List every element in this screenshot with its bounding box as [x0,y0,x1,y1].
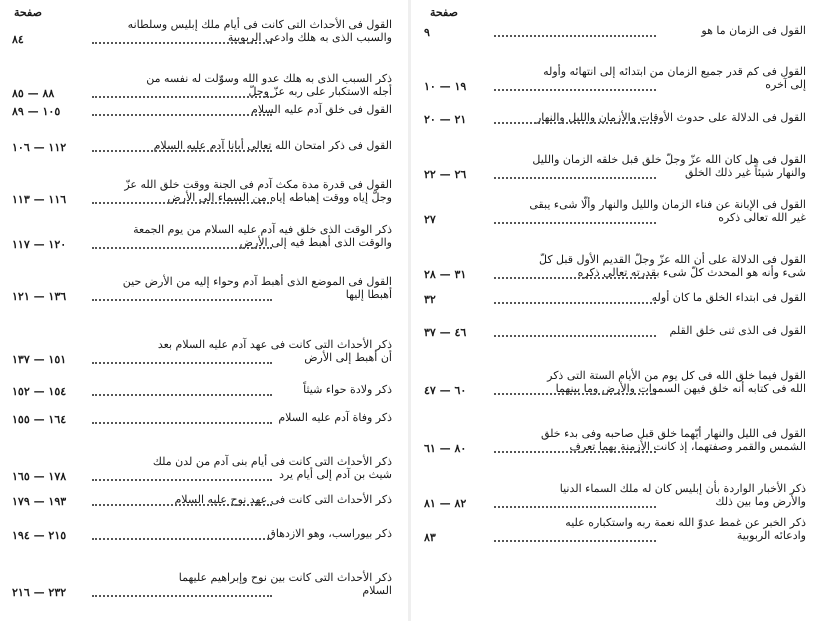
column-gutter [408,0,411,621]
toc-entry [424,324,806,339]
toc-entry-title: ذكر الوقت الذى خلق فيه آدم عليه السلام من يوم الجمعة والوقت الذى أهبط فيه إلى الأرض [133,223,392,249]
toc-page-range: ١٩ — ١٠ [424,80,467,93]
dot-leader [494,35,656,37]
toc-entry [424,427,806,455]
toc-page-range: ٦٠ — ٤٧ [424,384,467,397]
toc-page-range: ١٧٨ — ١٦٥ [12,470,67,483]
toc-entry [12,383,392,398]
toc-entry-title: القول فى الذى ثنى خلق القلم [669,324,806,337]
toc-entry [12,527,392,542]
toc-page-range: ١٦٤ — ١٥٥ [12,413,67,426]
toc-entry-title: القول فى الإبانة عن فناء الزمان والليل والنهار وألّا شىء يبقى غير الله تعالى ذكره [529,198,806,224]
toc-page-range: ٨٨ — ٨٥ [12,87,55,100]
dot-leader [92,362,272,364]
toc-entry-title: ذكر الأحداث التى كانت فى عهد آدم عليه السلام بعد أن أهبط إلى الأرض [157,338,392,364]
toc-entry [424,65,806,93]
toc-page-range: ٢٣٢ — ٢١٦ [12,586,67,599]
dot-leader [494,393,656,395]
toc-entry-title: القول فى قدرة مدة مكث آدم فى الجنة ووقت خلق الله عزّ وجلّ إياه ووقت إهباطه إياه من السماء إلى الأرض [124,178,392,204]
dot-leader [494,277,656,279]
toc-entry-title: ذكر الأحداث التى كانت فى عهد نوح عليه السلام [174,493,392,506]
toc-entry-title: ذكر الأخبار الواردة بأن إبليس كان له ملك السماء الدنيا والأرض وما بين ذلك [559,482,806,508]
dot-leader [494,89,656,91]
toc-entry-title: القول فيما خلق الله فى كل يوم من الأيام الستة التى ذكر الله فى كتابه أنه خلق فيهن السموات والأرض وما بينهما [547,369,806,395]
toc-entry-title: ذكر وفاة آدم عليه السلام [278,411,392,424]
toc-entry [424,369,806,397]
toc-entry [424,198,806,226]
dot-leader [92,479,272,481]
toc-entry-title: القول فى الدلالة على حدوث الأوقات والأزمان والليل والنهار [535,111,806,124]
toc-entry [12,72,392,100]
toc-page-range: ٣٢ [424,293,436,306]
page-header-label: صفحة [430,6,458,19]
toc-page-range: ١٩٣ — ١٧٩ [12,495,67,508]
toc-entry [424,291,806,306]
toc-page-range: ١٣٦ — ١٢١ [12,290,67,303]
toc-entry [12,455,392,483]
toc-entry [12,571,392,599]
toc-entry-title: القول فى ابتداء الخلق ما كان أوله [651,291,806,304]
toc-entry [424,111,806,126]
toc-entry-title: ذكر ولادة حواء شيثاً [303,383,392,396]
dot-leader [494,222,656,224]
dot-leader [92,422,272,424]
dot-leader [92,504,272,506]
dot-leader [92,150,272,152]
dot-leader [92,538,272,540]
dot-leader [92,299,272,301]
toc-entry-title: القول فى هل كان الله عزّ وجلّ خلق قبل خلقه الزمان والليل والنهار شيئاً غير ذلك الخلق [532,153,806,179]
dot-leader [494,451,656,453]
toc-page-range: ٨٢ — ٨١ [424,497,467,510]
dot-leader [494,335,656,337]
dot-leader [494,122,656,124]
page-header-label: صفحة [14,6,42,19]
toc-page-range: ١٥٤ — ١٥٢ [12,385,67,398]
toc-entry-title: ذكر الخبر عن غمط عدوّ الله نعمة ربه واستكباره عليه وادعائه الربوبية [565,516,806,542]
dot-leader [92,42,272,44]
toc-entry-title: القول فى الأحداث التى كانت فى أيام ملك إبليس وسلطانه والسبب الذى به هلك وادعى الربوبية [127,18,392,44]
dot-leader [92,202,272,204]
dot-leader [92,96,272,98]
toc-page-range: ١١٢ — ١٠٦ [12,141,67,154]
dot-leader [92,595,272,597]
toc-column-right [424,0,806,621]
dot-leader [92,394,272,396]
toc-entry-title: القول فى ذكر امتحان الله تعالى أبانا آدم عليه السلام [153,139,392,152]
toc-entry [12,103,392,118]
dot-leader [92,114,272,116]
toc-page-range: ٩ [424,26,430,39]
toc-entry-title: القول فى الليل والنهار أيّهما خلق قبل صاحبه وفى بدء خلق الشمس والقمر وصفتهما، إذ كانت الأزمنة بهما تعرف [540,427,806,453]
toc-page-range: ٨٤ [12,33,24,46]
dot-leader [494,540,656,542]
toc-entry-title: القول فى الموضع الذى أهبط آدم وحواء إليه من الأرض حين أهبطا إليها [122,275,392,301]
toc-entry-title: ذكر السبب الذى به هلك عدو الله وسوّلت له نفسه من أجله الاستكبار على ربه عزّ وجلّ [146,72,392,98]
toc-entry-title: القول فى الزمان ما هو [701,24,806,37]
toc-page-range: ٣١ — ٢٨ [424,268,467,281]
toc-entry [12,275,392,303]
dot-leader [494,302,656,304]
toc-page-range: ٨٠ — ٦١ [424,442,467,455]
toc-entry [12,178,392,206]
toc-page-range: ٤٦ — ٣٧ [424,326,467,339]
dot-leader [494,177,656,179]
toc-entry [424,24,806,39]
toc-entry [12,493,392,508]
toc-column-left [12,0,392,621]
toc-entry [12,18,392,46]
toc-entry [12,338,392,366]
toc-entry-title: القول فى الدلالة على أن الله عزّ وجلّ القديم الأول قبل كلّ شىء وأنه هو المحدث كلّ شىء بقدرته تعالى ذكره [538,253,806,279]
toc-page-range: ١١٦ — ١١٣ [12,193,67,206]
toc-entry [424,153,806,181]
toc-entry [424,253,806,281]
dot-leader [92,247,272,249]
toc-page-range: ١٥١ — ١٣٧ [12,353,67,366]
toc-entry-title: القول فى خلق آدم عليه السلام [251,103,392,116]
toc-entry-title: القول فى كم قدر جميع الزمان من ابتدائه إلى انتهائه وأوله إلى آخره [543,65,806,91]
toc-entry [12,223,392,251]
toc-page-range: ١٢٠ — ١١٧ [12,238,67,251]
toc-page-range: ٢١٥ — ١٩٤ [12,529,67,542]
toc-entry-title: ذكر بيوراسب، وهو الازدهاق [267,527,392,540]
toc-entry [12,139,392,154]
toc-page-range: ١٠٥ — ٨٩ [12,105,61,118]
toc-entry-title: ذكر الأحداث التى كانت فى أيام بنى آدم من لدن ملك شيث بن آدم إلى أيام يرد [152,455,392,481]
toc-page-range: ٢٧ [424,213,436,226]
toc-page-range: ٢١ — ٢٠ [424,113,467,126]
toc-page-range: ٢٦ — ٢٢ [424,168,467,181]
dot-leader [494,506,656,508]
toc-entry [12,411,392,426]
toc-page-range: ٨٣ [424,531,436,544]
toc-entry-title: ذكر الأحداث التى كانت بين نوح وإبراهيم عليهما السلام [178,571,392,597]
toc-entry [424,482,806,510]
toc-entry [424,516,806,544]
